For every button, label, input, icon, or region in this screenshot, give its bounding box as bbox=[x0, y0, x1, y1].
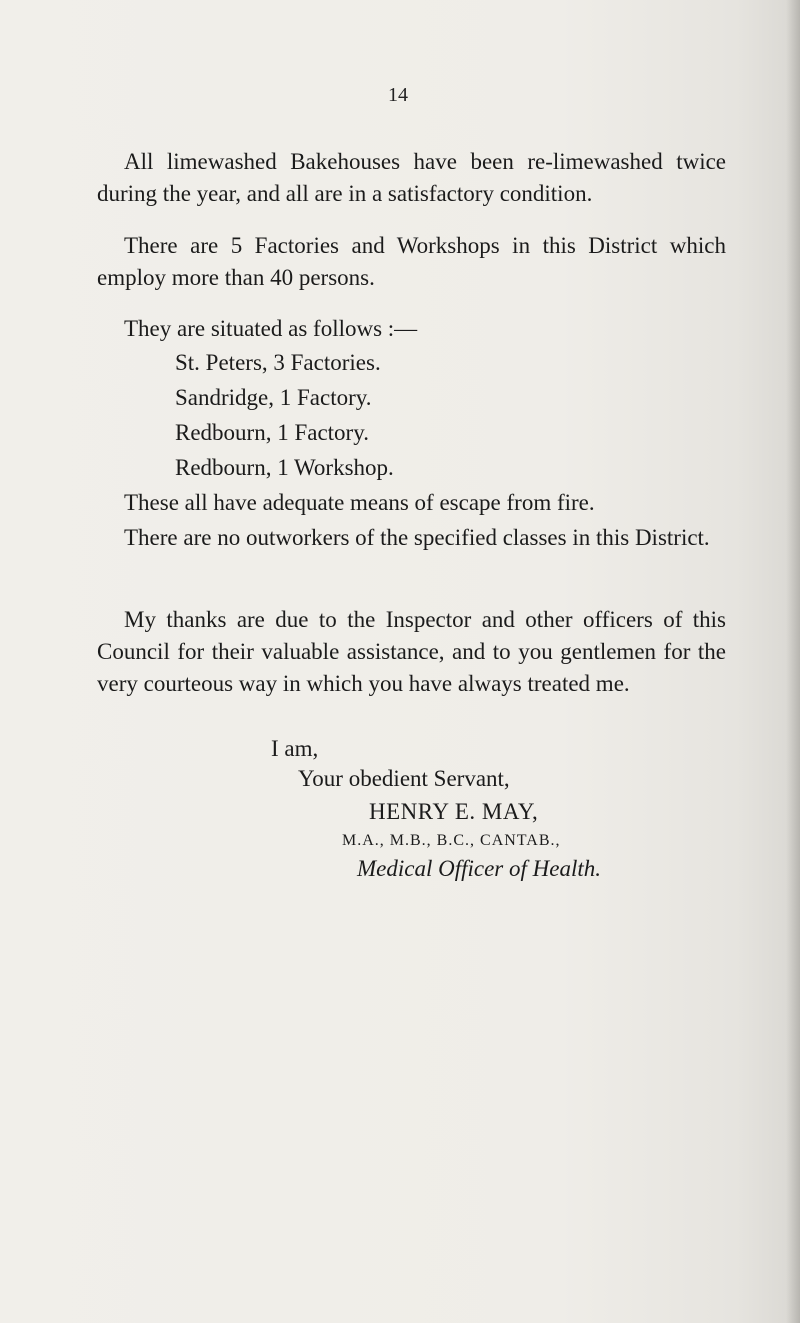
paragraph-bakehouses-text: All limewashed Bakehouses have been re-limewashed twice during the year, and all are in a satisfactory condition. bbox=[97, 149, 726, 206]
signature-name: HENRY E. MAY, bbox=[369, 799, 539, 824]
paragraph-thanks bbox=[97, 604, 726, 700]
page-edge-shadow bbox=[786, 0, 800, 1323]
paragraph-thanks-text: My thanks are due to the Inspector and other officers of this Council for their valuable assistance, and to you gentlemen for the very courteous way in which you have always treated me. bbox=[97, 607, 726, 696]
paragraph-factories-text: There are 5 Factories and Workshops in this District which employ more than 40 persons. bbox=[97, 233, 726, 290]
page-number: 14 bbox=[388, 84, 408, 106]
paragraph-outworkers-text: There are no outworkers of the specified classes in this District. bbox=[124, 525, 710, 550]
signature-title: Medical Officer of Health. bbox=[357, 856, 601, 881]
paragraph-situated: They are situated as follows :— bbox=[124, 316, 418, 341]
locations-list bbox=[175, 345, 394, 485]
list-item: Redbourn, 1 Workshop. bbox=[175, 455, 394, 480]
signature-qualifications: M.A., M.B., B.C., CANTAB., bbox=[342, 832, 561, 849]
paragraph-escape: These all have adequate means of escape from fire. bbox=[124, 490, 595, 515]
list-item: St. Peters, 3 Factories. bbox=[175, 350, 381, 375]
list-item: Sandridge, 1 Factory. bbox=[175, 385, 372, 410]
paragraph-bakehouses bbox=[97, 146, 726, 210]
paragraph-factories bbox=[97, 230, 726, 294]
paragraph-outworkers bbox=[97, 522, 726, 554]
closing-servant: Your obedient Servant, bbox=[298, 766, 510, 791]
list-item: Redbourn, 1 Factory. bbox=[175, 420, 369, 445]
closing-i-am: I am, bbox=[271, 736, 319, 761]
